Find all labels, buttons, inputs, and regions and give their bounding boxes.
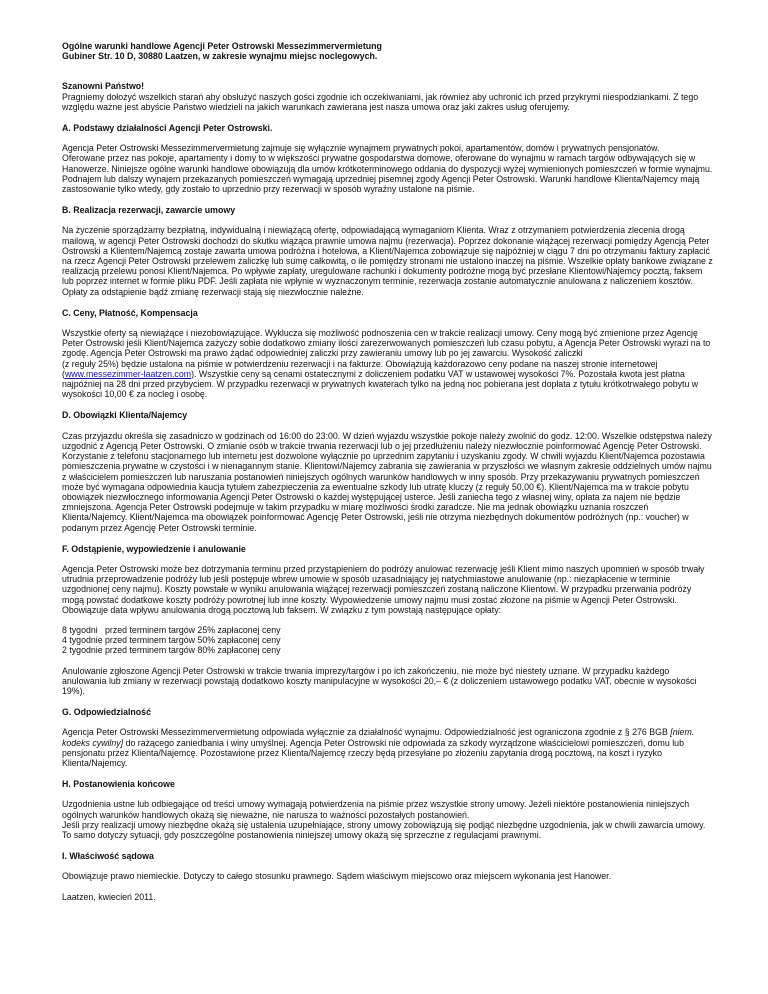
- terms-document: [62, 41, 714, 902]
- section-f-heading: F. Odstąpienie, wypowiedzenie i anulowanie: [62, 543, 246, 554]
- section-g-text-2: do rażącego zaniedbania i winy umyślnej. Agencja Peter Ostrowski nie odpowiada za szkody wyrządzone właścicielowi pomieszczeń, domu lub pensjonatu przez Klienta/Najemcę. Pozostawione przez Klienta/Najemcę rzeczy będą przesyłane po złożeniu zapytania drogą pocztową, na koszt i ryzyko Klienta/Najemcy.: [62, 737, 684, 768]
- document-date: Laatzen, kwiecień 2011.: [62, 891, 156, 902]
- document-title: Ogólne warunki handlowe Agencji Peter Ostrowski Messezimmervermietung: [62, 41, 382, 51]
- greeting: Szanowni Państwo!: [62, 81, 145, 92]
- section-b-paragraph: Na życzenie sporządzamy bezpłatną, indywidualną i niewiążącą ofertę, odpowiadającą wymaganiom Klienta. Wraz z otrzymaniem potwierdzenia zlecenia drogą mailową, w agencji Peter Ostrowski dochodzi do skutku wiążąca prawnie umowa najmu (rezerwacja). Poprzez dokonanie wiążącej rezerwacji pomiędzy Agencją Peter Ostrowski a Klientem/Najemcą zostaje zawarta umowa podróżna i hotelowa, a Klient/Najemca zobowiązuje się najpóźniej w ciągu 7 dni po otrzymaniu faktury zapłacić na rzecz Agencji Peter Ostrowski przelewem zaliczkę lub sumę całkowitą, o ile pomiędzy stronami nie ustalono inaczej na piśmie. Wszelkie opłaty bankowe związane z realizacją przelewu ponosi Klient/Najemca. Po wpływie zapłaty, uregulowane rachunki i dokumenty podróżne mogą być przesłane Klientowi/Najemcy pocztą, faksem lub poprzez internet w formie pliku PDF. Jeśli zapłata nie wpłynie w wyznaczonym terminie, rezerwacja zostanie automatycznie anulowana z naliczeniem kosztów. Opłaty za odstąpienie bądź zmianę rezerwacji stają się niezwłocznie należne.: [62, 225, 713, 297]
- document-address: Gubiner Str. 10 D, 30880 Laatzen, w zakresie wynajmu miejsc noclegowych.: [62, 51, 378, 62]
- section-f-paragraph-2: Anulowanie zgłoszone Agencji Peter Ostrowski w trakcie trwania imprezy/targów i po ich zakończeniu, nie może być niestety uznane. W przypadku każdego anulowania lub zmiany w rezerwacji powstają dodatkowo koszty manipulacyjne w wysokości 20,– € (z doliczeniem ustawowego podatku VAT, obecnie w wysokości 19%).: [62, 665, 697, 696]
- website-link[interactable]: www.messezimmer-laatzen.com: [64, 368, 192, 379]
- intro-paragraph: Pragniemy dołożyć wszelkich starań aby obsłużyć naszych gości zgodnie ich oczekiwaniami, jak również aby uchronić ich przed przykrymi niespodziankami. Z tego względu ważne jest abyście Państwo wiedzieli na jakich warunkach zawierana jest nasza umowa oraz jaki zakres usług oferujemy.: [62, 91, 699, 112]
- section-i-heading: I. Właściwość sądowa: [62, 851, 154, 862]
- section-a-heading: A. Podstawy działalności Agencji Peter Ostrowski.: [62, 123, 273, 134]
- section-c-text-before-link: (z reguły 25%) będzie ustalona na piśmie w potwierdzeniu rezerwacji i na fakturze. Obowiązują każdorazowo ceny podane na naszej stronie internetowej (: [62, 358, 658, 379]
- section-d-paragraph: Czas przyjazdu określa się zasadniczo w godzinach od 16:00 do 23:00. W dzień wyjazdu wszystkie pokoje należy zwolnić do godz. 12:00. Wszelkie odstępstwa należy uzgodnić z Agencją Peter Ostrowski. O zmianie osób w trakcie trwania rezerwacji lub o jej przedłużeniu należy niezwłocznie poinformować Agencję Peter Ostrowski. Korzystanie z telefonu stacjonarnego lub internetu jest dozwolone wyłącznie po uprzednim zapytaniu i uzyskaniu zgody. W chwili wyjazdu Klient/Najemca pozostawia pomieszczenia prywatne w czystości i w nienagannym stanie. Klientowi/Najemcy zabrania się zawierania w przyszłości we własnym zakresie oddzielnych umów najmu z właścicielem pomieszczeń lub naruszania postanowień niniejszych ogólnych warunków handlowych w inny sposób. Przy przekazywaniu prywatnych pomieszczeń może być wymagana odpowiednia kaucja tytułem zabezpieczenia za ewentualne szkody lub utratę kluczy (z reguły 50,00 €). Klient/Najemca ma w trakcie pobytu obowiązek niezwłocznego informowania Agencji Peter Ostrowski o każdej występującej usterce. Jeśli zaniecha tego z własnej winy, opłata za najem nie będzie zmniejszona. Agencja Peter Ostrowski podejmuje w takim przypadku w miarę możliwości środki zaradcze. Nie ma jednak obowiązku uznania roszczeń Klienta/Najemcy. Klient/Najemca ma obowiązek poinformować Agencję Peter Ostrowski, jeśli nie otrzyma niezbędnych dokumentów podróżnych (np.: voucher) w podanym przez Agencję Peter Ostrowski terminie.: [62, 430, 712, 533]
- fee-row-8-weeks: 8 tygodni przed terminem targów 25% zapłaconej ceny: [62, 624, 281, 635]
- section-h-paragraph-2: Jeśli przy realizacji umowy niezbędne okażą się ustalenia uzupełniające, strony umowy zobowiązują się podjąć niezbędne uzgodnienia, jak w chwili zawarcia umowy. To samo dotyczy sytuacji, gdy poszczególne postanowienia niniejszej umowy okażą się sprzeczne z regulacjami prawnymi.: [62, 819, 706, 840]
- section-a-paragraph-1: Agencja Peter Ostrowski Messezimmervermietung zajmuje się wyłącznie wynajmem prywatnych pokoi, apartamentów, domów i prywatnych pensjonatów.: [62, 143, 660, 154]
- section-c-text-after-link: ). Wszystkie ceny są cenami ostatecznymi z doliczeniem podatku VAT w ustawowej wysokości 7%. Pozostała kwota jest płatna najpóźniej na 28 dni przed przybyciem. W przypadku rezerwacji w prywatnych kwaterach tylko na jedną noc pobierana jest dopłata z tytułu krótkotrwałego pobytu w wysokości 10,00 € za nocleg i osobę.: [62, 368, 699, 400]
- section-g-heading: G. Odpowiedzialność: [62, 707, 151, 718]
- fee-row-2-weeks: 2 tygodnie przed terminem targów 80% zapłaconej ceny: [62, 645, 281, 656]
- section-c-paragraph-2: [62, 359, 714, 400]
- section-c-paragraph-1: Wszystkie oferty są niewiążące i niezobowiązujące. Wyklucza się możliwość podnoszenia cen w trakcie realizacji umowy. Ceny mogą być zmienione przez Agencję Peter Ostrowski jeśli Klient/Najemca zażyczy sobie dodatkowo zmiany ilości zarezerwowanych pomieszczeń lub czasu pobytu, a Agencja Peter Ostrowski wyrazi na to zgodę. Agencja Peter Ostrowski ma prawo żądać odpowiedniej zaliczki przy zawieraniu umowy lub po jej zawarciu. Wysokość zaliczki: [62, 328, 711, 359]
- section-g-text-1: Agencja Peter Ostrowski Messezimmervermietung odpowiada wyłącznie za działalność wynajmu. Odpowiedzialność jest ograniczona zgodnie z § 276 BGB: [62, 727, 671, 738]
- section-h-paragraph-1: Uzgodnienia ustne lub odbiegające od treści umowy wymagają potwierdzenia na piśmie przez wszystkie strony umowy. Jeżeli niektóre postanowienia niniejszych ogólnych warunków handlowych okażą się nieważne, nie narusza to ważności pozostałych postanowień.: [62, 799, 690, 820]
- section-i-paragraph: Obowiązuje prawo niemieckie. Dotyczy to całego stosunku prawnego. Sądem właściwym miejscowo oraz miejscem wykonania jest Hanower.: [62, 871, 612, 882]
- section-a-paragraph-2: Oferowane przez nas pokoje, apartamenty i domy to w większości prywatne gospodarstwa domowe, oferowane do wynajmu w ramach targów odbywających się w Hanowerze. Niniejsze ogólne warunki handlowe obowiązują dla umów krótkoterminowego oddania do dyspozycji wyżej wymienionych pomieszczeń w formie wynajmu. Podnajem lub dalszy wynajem przekazanych pomieszczeń wymagają uprzedniej pisemnej zgody Agencji Peter Ostrowski. Warunki handlowe Klienta/Najemcy mają zastosowanie tylko wtedy, gdy zostało to uprzednio przy rezerwacji w sposób wyraźny ustalone na piśmie.: [62, 153, 713, 195]
- section-g-paragraph: [62, 727, 714, 768]
- section-f-paragraph-1: Agencja Peter Ostrowski może bez dotrzymania terminu przed przystąpieniem do podróży anulować rezerwację jeśli Klient mimo naszych upomnień w sposób trwały utrudnia przeprowadzenie podróży lub jeśli postępuje wbrew umowie w sposób uzasadniający jej natychmiastowe anulowanie (np.: niezapłacenie w terminie uzgodnionej ceny najmu). Koszty powstałe w wyniku anulowania wiążącej rezerwacji pomieszczeń zostaną naliczone Klientowi. W przypadku przerwania podróży mogą powstać dodatkowe koszty podróży powrotnej lub inne koszty. Wypowiedzenie umowy najmu musi zostać złożone na piśmie w Agencji Peter Ostrowski. Obowiązuje data wpływu anulowania drogą pocztową lub faksem. W związku z tym powstają następujące opłaty:: [62, 563, 705, 615]
- section-h-heading: H. Postanowienia końcowe: [62, 779, 175, 790]
- section-c-heading: C. Ceny, Płatność, Kompensacja: [62, 307, 198, 318]
- section-g-italic-note: [niem. kodeks cywilny]: [62, 727, 695, 748]
- fee-row-4-weeks: 4 tygodnie przed terminem targów 50% zapłaconej ceny: [62, 635, 281, 646]
- section-d-heading: D. Obowiązki Klienta/Najemcy: [62, 410, 188, 421]
- section-b-heading: B. Realizacja rezerwacji, zawarcie umowy: [62, 205, 236, 216]
